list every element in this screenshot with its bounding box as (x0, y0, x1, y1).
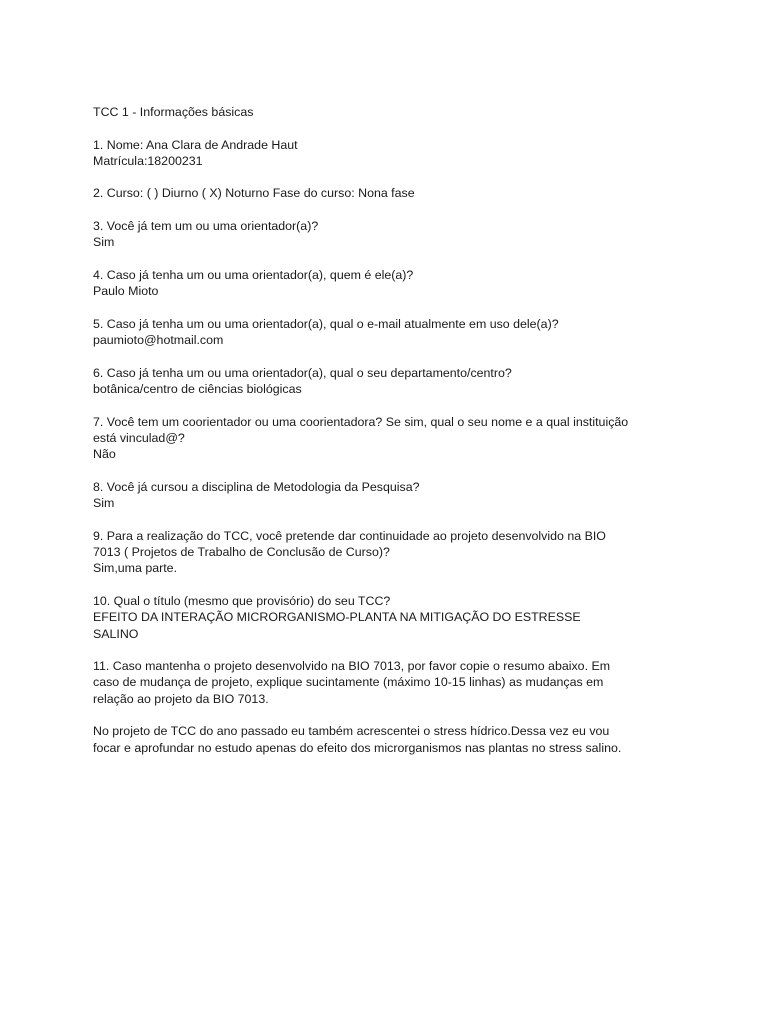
question-11-text-line-3: relação ao projeto da BIO 7013. (93, 691, 269, 706)
question-6-block (93, 365, 693, 398)
question-1-block (93, 137, 693, 170)
question-6-answer: botânica/centro de ciências biológicas (93, 382, 302, 397)
question-3-answer: Sim (93, 235, 115, 250)
question-9-text-line-2: 7013 ( Projetos de Trabalho de Conclusão de Curso)? (93, 545, 390, 560)
question-6-text: 6. Caso já tenha um ou uma orientador(a), qual o seu departamento/centro? (93, 365, 512, 380)
question-11-text-line-2: caso de mudança de projeto, explique sucintamente (máximo 10-15 linhas) as mudanças em (93, 675, 604, 690)
question-5-block (93, 316, 693, 349)
question-11-text-line-1: 11. Caso mantenha o projeto desenvolvido na BIO 7013, por favor copie o resumo abaixo. Em (93, 659, 611, 674)
question-9-text-line-1: 9. Para a realização do TCC, você pretende dar continuidade ao projeto desenvolvido na BIO (93, 528, 606, 543)
question-5-answer: paumioto@hotmail.com (93, 333, 224, 348)
question-10-answer-line-2: SALINO (93, 626, 139, 641)
question-4-answer: Paulo Mioto (93, 284, 159, 299)
question-4-text: 4. Caso já tenha um ou uma orientador(a), quem é ele(a)? (93, 267, 414, 282)
question-7-text-line-2: está vinculad@? (93, 430, 185, 445)
question-3-text: 3. Você já tem um ou uma orientador(a)? (93, 219, 319, 234)
registration-line: Matrícula:18200231 (93, 153, 203, 168)
question-3-block (93, 218, 693, 251)
course-line: 2. Curso: ( ) Diurno ( X) Noturno Fase do curso: Nona fase (93, 186, 415, 201)
question-11-answer-block (93, 723, 693, 756)
name-line: 1. Nome: Ana Clara de Andrade Haut (93, 137, 298, 152)
question-10-text: 10. Qual o título (mesmo que provisório) do seu TCC? (93, 593, 391, 608)
question-10-block (93, 593, 693, 642)
question-7-text-line-1: 7. Você tem um coorientador ou uma coorientadora? Se sim, qual o seu nome e a qual instituição (93, 414, 629, 429)
question-7-answer: Não (93, 447, 116, 462)
question-10-answer-line-1: EFEITO DA INTERAÇÃO MICRORGANISMO-PLANTA NA MITIGAÇÃO DO ESTRESSE (93, 610, 581, 625)
question-7-block (93, 414, 693, 463)
question-9-block (93, 528, 693, 577)
question-2-block (93, 185, 693, 201)
question-11-answer-line-1: No projeto de TCC do ano passado eu também acrescentei o stress hídrico.Dessa vez eu vou (93, 724, 610, 739)
document-title (93, 104, 693, 120)
document-page (93, 104, 693, 772)
question-4-block (93, 267, 693, 300)
question-8-block (93, 479, 693, 512)
title-text: TCC 1 - Informações básicas (93, 105, 254, 119)
question-5-text: 5. Caso já tenha um ou uma orientador(a), qual o e-mail atualmente em uso dele(a)? (93, 316, 559, 331)
question-8-answer: Sim (93, 496, 115, 511)
question-9-answer: Sim,uma parte. (93, 561, 178, 576)
question-8-text: 8. Você já cursou a disciplina de Metodologia da Pesquisa? (93, 479, 420, 494)
question-11-answer-line-2: focar e aprofundar no estudo apenas do efeito dos microrganismos nas plantas no stress salino. (93, 740, 622, 755)
question-11-block (93, 658, 693, 707)
